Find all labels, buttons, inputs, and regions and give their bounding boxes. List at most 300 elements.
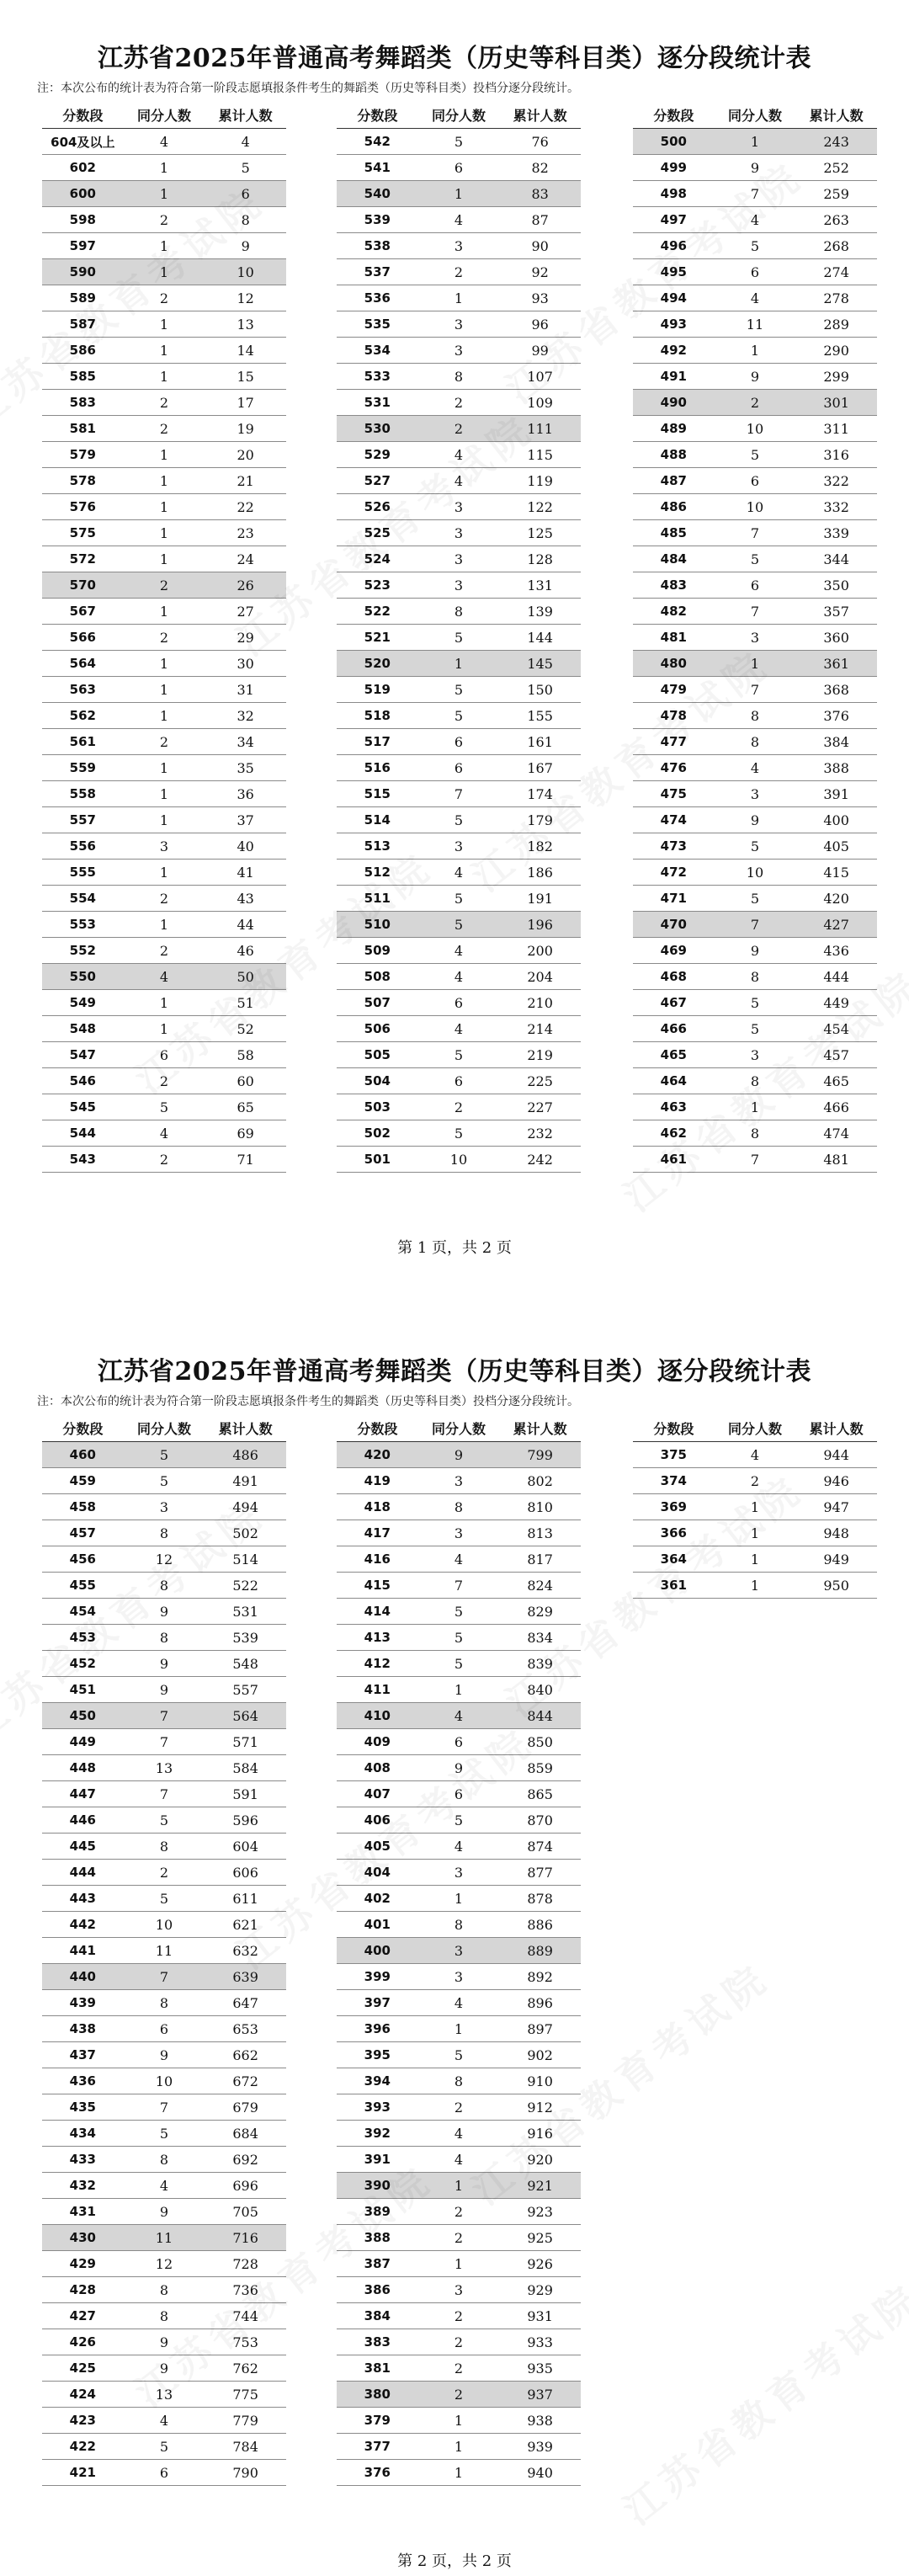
score-band-cell: 545 <box>42 1094 124 1120</box>
table-row <box>42 2121 286 2147</box>
cumulative-count-cell: 243 <box>795 129 877 155</box>
same-score-count-cell: 5 <box>418 677 500 703</box>
table-row <box>42 2173 286 2199</box>
cumulative-count-cell: 360 <box>795 625 877 651</box>
cumulative-count-cell: 762 <box>205 2355 286 2382</box>
table-row <box>337 2329 581 2355</box>
cumulative-count-cell: 90 <box>499 233 581 259</box>
score-band-cell: 455 <box>42 1573 124 1599</box>
cumulative-count-cell: 145 <box>499 651 581 677</box>
cumulative-count-cell: 19 <box>205 416 286 442</box>
table-row <box>42 155 286 181</box>
same-score-count-cell: 1 <box>418 1677 500 1703</box>
cumulative-count-cell: 289 <box>795 311 877 338</box>
table-row <box>337 338 581 364</box>
cumulative-count-cell: 391 <box>795 781 877 807</box>
same-score-count-cell: 6 <box>715 259 796 285</box>
same-score-count-cell: 4 <box>124 129 205 155</box>
same-score-count-cell: 8 <box>124 1520 205 1546</box>
cumulative-count-cell: 322 <box>795 468 877 494</box>
score-band-cell: 579 <box>42 442 124 468</box>
table-row <box>337 860 581 886</box>
same-score-count-cell: 2 <box>124 729 205 755</box>
table-row <box>337 311 581 338</box>
score-band-cell: 484 <box>633 546 715 572</box>
cumulative-count-cell: 344 <box>795 546 877 572</box>
score-band-cell: 541 <box>337 155 418 181</box>
table-row <box>337 1094 581 1120</box>
table-row <box>42 285 286 311</box>
table-row <box>42 1599 286 1625</box>
same-score-count-cell: 4 <box>124 1120 205 1147</box>
score-band-cell: 548 <box>42 1016 124 1042</box>
table-row <box>633 1494 877 1520</box>
cumulative-count-cell: 784 <box>205 2434 286 2460</box>
cumulative-count-cell: 611 <box>205 1886 286 1912</box>
cumulative-count-cell: 214 <box>499 1016 581 1042</box>
cumulative-count-cell: 83 <box>499 181 581 207</box>
score-band-cell: 561 <box>42 729 124 755</box>
score-band-cell: 445 <box>42 1834 124 1860</box>
cumulative-count-cell: 457 <box>795 1042 877 1068</box>
same-score-count-cell: 8 <box>418 599 500 625</box>
score-band-cell: 402 <box>337 1886 418 1912</box>
cumulative-count-cell: 937 <box>499 2382 581 2408</box>
table-row <box>42 1677 286 1703</box>
table-row <box>42 416 286 442</box>
table-row <box>42 1494 286 1520</box>
score-band-cell: 424 <box>42 2382 124 2408</box>
cumulative-count-cell: 926 <box>499 2251 581 2277</box>
cumulative-count-cell: 946 <box>795 1468 877 1494</box>
score-band-cell: 506 <box>337 1016 418 1042</box>
table-row <box>42 2329 286 2355</box>
table-row <box>337 2147 581 2173</box>
same-score-count-cell: 1 <box>124 860 205 886</box>
same-score-count-cell: 2 <box>124 938 205 964</box>
cumulative-count-cell: 923 <box>499 2199 581 2225</box>
score-band-cell: 426 <box>42 2329 124 2355</box>
cumulative-count-cell: 24 <box>205 546 286 572</box>
same-score-count-cell: 4 <box>418 2121 500 2147</box>
table-row <box>42 1468 286 1494</box>
table-row <box>42 1990 286 2016</box>
table-header-row <box>42 1414 286 1442</box>
table-header-row <box>337 1414 581 1442</box>
table-row <box>633 964 877 990</box>
same-score-count-cell: 9 <box>124 2042 205 2068</box>
cumulative-count-cell: 350 <box>795 572 877 599</box>
table-row <box>337 1964 581 1990</box>
table-row <box>633 599 877 625</box>
score-band-cell: 562 <box>42 703 124 729</box>
score-band-cell: 578 <box>42 468 124 494</box>
table-row <box>42 1938 286 1964</box>
table-row <box>633 390 877 416</box>
score-band-cell: 464 <box>633 1068 715 1094</box>
score-table-column-2 <box>337 1414 581 2486</box>
cumulative-count-cell: 466 <box>795 1094 877 1120</box>
score-band-cell: 364 <box>633 1546 715 1573</box>
score-band-cell: 366 <box>633 1520 715 1546</box>
same-score-count-cell: 4 <box>418 938 500 964</box>
score-band-cell: 486 <box>633 494 715 520</box>
same-score-count-cell: 1 <box>418 285 500 311</box>
same-score-count-cell: 1 <box>418 651 500 677</box>
header-cumulative-count: 累计人数 <box>499 101 581 129</box>
score-table <box>42 101 286 1173</box>
table-row <box>42 1147 286 1173</box>
score-band-cell: 420 <box>337 1442 418 1468</box>
table-row <box>42 2199 286 2225</box>
cumulative-count-cell: 311 <box>795 416 877 442</box>
table-row <box>337 781 581 807</box>
score-band-cell: 530 <box>337 416 418 442</box>
same-score-count-cell: 6 <box>715 572 796 599</box>
same-score-count-cell: 3 <box>715 1042 796 1068</box>
same-score-count-cell: 3 <box>715 781 796 807</box>
cumulative-count-cell: 839 <box>499 1651 581 1677</box>
cumulative-count-cell: 840 <box>499 1677 581 1703</box>
cumulative-count-cell: 705 <box>205 2199 286 2225</box>
same-score-count-cell: 5 <box>715 442 796 468</box>
score-band-cell: 454 <box>42 1599 124 1625</box>
cumulative-count-cell: 716 <box>205 2225 286 2251</box>
same-score-count-cell: 7 <box>124 1729 205 1755</box>
cumulative-count-cell: 29 <box>205 625 286 651</box>
cumulative-count-cell: 125 <box>499 520 581 546</box>
score-band-cell: 590 <box>42 259 124 285</box>
cumulative-count-cell: 242 <box>499 1147 581 1173</box>
same-score-count-cell: 7 <box>715 520 796 546</box>
table-row <box>42 364 286 390</box>
score-band-cell: 547 <box>42 1042 124 1068</box>
table-row <box>42 2225 286 2251</box>
score-band-cell: 390 <box>337 2173 418 2199</box>
table-row <box>42 259 286 285</box>
same-score-count-cell: 1 <box>418 2016 500 2042</box>
cumulative-count-cell: 174 <box>499 781 581 807</box>
cumulative-count-cell: 131 <box>499 572 581 599</box>
score-table <box>633 1414 877 1599</box>
table-row <box>42 2355 286 2382</box>
score-band-cell: 438 <box>42 2016 124 2042</box>
score-table-column-3 <box>633 101 877 1173</box>
score-band-cell: 499 <box>633 155 715 181</box>
cumulative-count-cell: 71 <box>205 1147 286 1173</box>
same-score-count-cell: 5 <box>124 1807 205 1834</box>
cumulative-count-cell: 111 <box>499 416 581 442</box>
score-band-cell: 533 <box>337 364 418 390</box>
table-row <box>633 729 877 755</box>
cumulative-count-cell: 539 <box>205 1625 286 1651</box>
same-score-count-cell: 7 <box>418 781 500 807</box>
table-row <box>337 2408 581 2434</box>
header-same-score-count: 同分人数 <box>124 1414 205 1442</box>
table-row <box>42 2068 286 2094</box>
cumulative-count-cell: 813 <box>499 1520 581 1546</box>
same-score-count-cell: 5 <box>418 1599 500 1625</box>
same-score-count-cell: 4 <box>715 207 796 233</box>
score-band-cell: 543 <box>42 1147 124 1173</box>
cumulative-count-cell: 51 <box>205 990 286 1016</box>
cumulative-count-cell: 692 <box>205 2147 286 2173</box>
cumulative-count-cell: 46 <box>205 938 286 964</box>
cumulative-count-cell: 878 <box>499 1886 581 1912</box>
page-note: 注：本次公布的统计表为符合第一阶段志愿填报条件考生的舞蹈类（历史等科目类）投档分逐分段统计。 <box>37 82 579 95</box>
score-band-cell: 439 <box>42 1990 124 2016</box>
score-band-cell: 524 <box>337 546 418 572</box>
same-score-count-cell: 1 <box>124 546 205 572</box>
table-row <box>337 468 581 494</box>
score-band-cell: 519 <box>337 677 418 703</box>
same-score-count-cell: 3 <box>418 572 500 599</box>
score-band-cell: 494 <box>633 285 715 311</box>
same-score-count-cell: 6 <box>418 1729 500 1755</box>
table-row <box>42 2277 286 2303</box>
cumulative-count-cell: 93 <box>499 285 581 311</box>
cumulative-count-cell: 268 <box>795 233 877 259</box>
cumulative-count-cell: 639 <box>205 1964 286 1990</box>
same-score-count-cell: 5 <box>715 990 796 1016</box>
score-band-cell: 481 <box>633 625 715 651</box>
page-1 <box>0 0 909 1263</box>
same-score-count-cell: 7 <box>715 677 796 703</box>
same-score-count-cell: 4 <box>124 2173 205 2199</box>
table-row <box>42 1120 286 1147</box>
table-row <box>42 1755 286 1781</box>
table-row <box>42 2251 286 2277</box>
score-band-cell: 427 <box>42 2303 124 2329</box>
same-score-count-cell: 6 <box>418 990 500 1016</box>
score-band-cell: 570 <box>42 572 124 599</box>
score-band-cell: 540 <box>337 181 418 207</box>
table-row <box>42 990 286 1016</box>
cumulative-count-cell: 191 <box>499 886 581 912</box>
cumulative-count-cell: 584 <box>205 1755 286 1781</box>
same-score-count-cell: 3 <box>418 311 500 338</box>
score-band-cell: 451 <box>42 1677 124 1703</box>
page-title: 江苏省2025年普通高考舞蹈类（历史等科目类）逐分段统计表 <box>98 44 811 73</box>
same-score-count-cell: 6 <box>418 729 500 755</box>
score-band-cell: 510 <box>337 912 418 938</box>
same-score-count-cell: 8 <box>124 1990 205 2016</box>
same-score-count-cell: 1 <box>124 181 205 207</box>
same-score-count-cell: 7 <box>124 1964 205 1990</box>
cumulative-count-cell: 400 <box>795 807 877 833</box>
table-row <box>337 1781 581 1807</box>
cumulative-count-cell: 744 <box>205 2303 286 2329</box>
same-score-count-cell: 1 <box>124 520 205 546</box>
cumulative-count-cell: 196 <box>499 912 581 938</box>
cumulative-count-cell: 144 <box>499 625 581 651</box>
same-score-count-cell: 4 <box>418 1703 500 1729</box>
table-row <box>633 1546 877 1573</box>
table-row <box>42 1729 286 1755</box>
header-cumulative-count: 累计人数 <box>795 1414 877 1442</box>
score-band-cell: 572 <box>42 546 124 572</box>
score-band-cell: 586 <box>42 338 124 364</box>
score-band-cell: 374 <box>633 1468 715 1494</box>
cumulative-count-cell: 491 <box>205 1468 286 1494</box>
cumulative-count-cell: 859 <box>499 1755 581 1781</box>
same-score-count-cell: 1 <box>715 129 796 155</box>
cumulative-count-cell: 790 <box>205 2460 286 2486</box>
cumulative-count-cell: 179 <box>499 807 581 833</box>
table-row <box>337 2225 581 2251</box>
cumulative-count-cell: 31 <box>205 677 286 703</box>
cumulative-count-cell: 938 <box>499 2408 581 2434</box>
cumulative-count-cell: 514 <box>205 1546 286 1573</box>
score-band-cell: 405 <box>337 1834 418 1860</box>
same-score-count-cell: 1 <box>418 2173 500 2199</box>
same-score-count-cell: 2 <box>124 390 205 416</box>
cumulative-count-cell: 892 <box>499 1964 581 1990</box>
same-score-count-cell: 8 <box>124 1573 205 1599</box>
table-row <box>337 625 581 651</box>
cumulative-count-cell: 167 <box>499 755 581 781</box>
table-row <box>337 2042 581 2068</box>
score-band-cell: 461 <box>633 1147 715 1173</box>
score-band-cell: 564 <box>42 651 124 677</box>
table-row <box>337 912 581 938</box>
score-band-cell: 428 <box>42 2277 124 2303</box>
cumulative-count-cell: 82 <box>499 155 581 181</box>
cumulative-count-cell: 933 <box>499 2329 581 2355</box>
table-row <box>633 129 877 155</box>
score-band-cell: 587 <box>42 311 124 338</box>
same-score-count-cell: 1 <box>715 651 796 677</box>
same-score-count-cell: 5 <box>715 886 796 912</box>
table-row <box>633 1147 877 1173</box>
score-band-cell: 492 <box>633 338 715 364</box>
cumulative-count-cell: 92 <box>499 259 581 285</box>
same-score-count-cell: 1 <box>124 233 205 259</box>
same-score-count-cell: 3 <box>418 338 500 364</box>
score-band-cell: 559 <box>42 755 124 781</box>
table-row <box>337 807 581 833</box>
score-band-cell: 546 <box>42 1068 124 1094</box>
cumulative-count-cell: 474 <box>795 1120 877 1147</box>
table-row <box>337 2434 581 2460</box>
same-score-count-cell: 4 <box>124 2408 205 2434</box>
score-band-cell: 523 <box>337 572 418 599</box>
score-band-cell: 493 <box>633 311 715 338</box>
cumulative-count-cell: 799 <box>499 1442 581 1468</box>
table-row <box>42 520 286 546</box>
table-row <box>633 1468 877 1494</box>
table-row <box>633 833 877 860</box>
cumulative-count-cell: 912 <box>499 2094 581 2121</box>
table-row <box>633 572 877 599</box>
same-score-count-cell: 3 <box>418 546 500 572</box>
cumulative-count-cell: 388 <box>795 755 877 781</box>
score-band-cell: 522 <box>337 599 418 625</box>
same-score-count-cell: 8 <box>715 964 796 990</box>
table-row <box>337 1886 581 1912</box>
header-same-score-count: 同分人数 <box>124 101 205 129</box>
cumulative-count-cell: 897 <box>499 2016 581 2042</box>
same-score-count-cell: 2 <box>124 416 205 442</box>
table-row <box>42 311 286 338</box>
cumulative-count-cell: 115 <box>499 442 581 468</box>
score-band-cell: 500 <box>633 129 715 155</box>
score-band-cell: 395 <box>337 2042 418 2068</box>
score-band-cell: 453 <box>42 1625 124 1651</box>
cumulative-count-cell: 405 <box>795 833 877 860</box>
table-row <box>337 703 581 729</box>
table-row <box>337 1755 581 1781</box>
score-band-cell: 399 <box>337 1964 418 1990</box>
score-band-cell: 387 <box>337 2251 418 2277</box>
table-row <box>42 1703 286 1729</box>
cumulative-count-cell: 502 <box>205 1520 286 1546</box>
table-row <box>42 1094 286 1120</box>
same-score-count-cell: 4 <box>715 285 796 311</box>
table-row <box>337 677 581 703</box>
table-row <box>42 1886 286 1912</box>
cumulative-count-cell: 824 <box>499 1573 581 1599</box>
table-row <box>633 1068 877 1094</box>
table-row <box>633 1520 877 1546</box>
table-row <box>42 2147 286 2173</box>
table-row <box>42 1068 286 1094</box>
header-same-score-count: 同分人数 <box>418 101 500 129</box>
cumulative-count-cell: 290 <box>795 338 877 364</box>
same-score-count-cell: 9 <box>124 1599 205 1625</box>
cumulative-count-cell: 931 <box>499 2303 581 2329</box>
table-row <box>337 2173 581 2199</box>
score-table-column-1 <box>42 1414 286 2486</box>
score-band-cell: 520 <box>337 651 418 677</box>
score-band-cell: 576 <box>42 494 124 520</box>
header-score-band: 分数段 <box>633 101 715 129</box>
score-band-cell: 483 <box>633 572 715 599</box>
score-band-cell: 425 <box>42 2355 124 2382</box>
score-band-cell: 490 <box>633 390 715 416</box>
score-band-cell: 394 <box>337 2068 418 2094</box>
table-row <box>337 1599 581 1625</box>
score-table-column-3 <box>633 1414 877 1599</box>
score-band-cell: 389 <box>337 2199 418 2225</box>
same-score-count-cell: 1 <box>418 181 500 207</box>
cumulative-count-cell: 596 <box>205 1807 286 1834</box>
score-band-cell: 478 <box>633 703 715 729</box>
table-row <box>337 1912 581 1938</box>
table-row <box>42 755 286 781</box>
table-row <box>42 651 286 677</box>
score-band-cell: 508 <box>337 964 418 990</box>
table-row <box>337 1468 581 1494</box>
cumulative-count-cell: 935 <box>499 2355 581 2382</box>
same-score-count-cell: 8 <box>418 1912 500 1938</box>
score-band-cell: 516 <box>337 755 418 781</box>
score-band-cell: 377 <box>337 2434 418 2460</box>
cumulative-count-cell: 874 <box>499 1834 581 1860</box>
score-band-cell: 391 <box>337 2147 418 2173</box>
cumulative-count-cell: 278 <box>795 285 877 311</box>
same-score-count-cell: 5 <box>715 1016 796 1042</box>
cumulative-count-cell: 948 <box>795 1520 877 1546</box>
score-band-cell: 413 <box>337 1625 418 1651</box>
same-score-count-cell: 7 <box>418 1573 500 1599</box>
cumulative-count-cell: 34 <box>205 729 286 755</box>
table-row <box>337 1860 581 1886</box>
score-band-cell: 583 <box>42 390 124 416</box>
score-band-cell: 446 <box>42 1807 124 1834</box>
cumulative-count-cell: 13 <box>205 311 286 338</box>
same-score-count-cell: 2 <box>715 1468 796 1494</box>
